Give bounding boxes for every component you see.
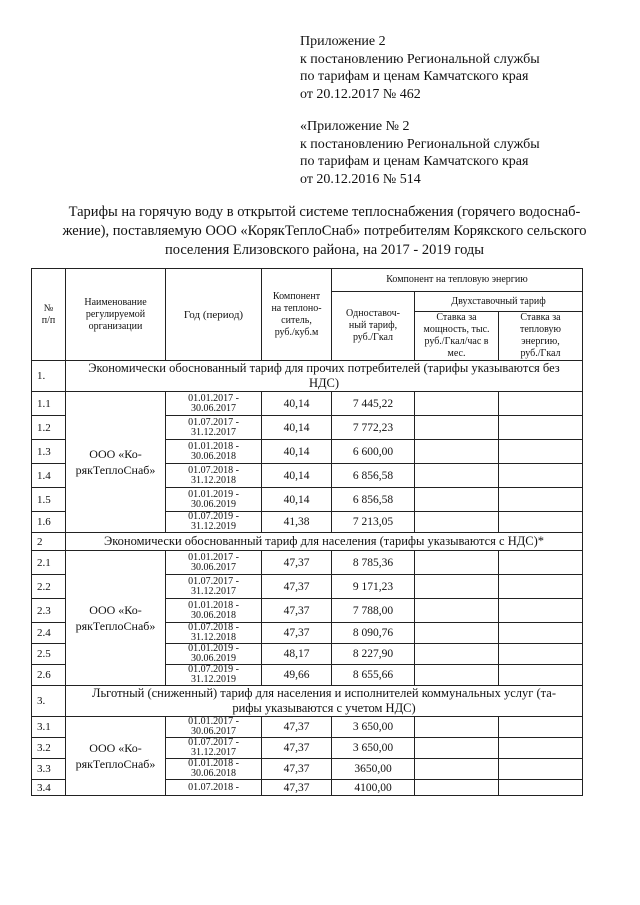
period-line: 30.06.2019 [191,653,236,664]
org-name-line: ООО «Ко- [89,603,142,617]
period [166,623,262,644]
capacity-rate-cell [415,416,499,440]
header-two-part: Двухставочный тариф [415,292,583,312]
energy-rate-cell [499,738,583,759]
capacity-rate-cell [415,575,499,599]
capacity-rate-cell [415,551,499,575]
period-line: 01.01.2017 - [188,716,239,727]
section-title [66,533,583,551]
capacity-rate-cell [415,464,499,488]
component-value: 41,38 [262,512,332,533]
section-num: 3. [32,686,66,717]
capacity-rate-cell [415,665,499,686]
section-title [66,686,583,717]
capacity-rate-cell [415,759,499,780]
header-component: Компонент на теплоно- ситель, руб./куб.м [262,269,332,361]
section-title-line: НДС) [308,376,340,390]
appendix-prev-line: к постановлению Региональной службы [300,136,540,152]
period [166,644,262,665]
capacity-rate-cell [415,440,499,464]
section-title-line: рифы указываются с учетом НДС) [232,701,416,715]
tariff-value: 7 213,05 [332,512,415,533]
capacity-rate-cell [415,488,499,512]
energy-rate-cell [499,392,583,416]
org-name-line: рякТеплоСнаб» [75,619,156,633]
document-title [42,203,607,260]
appendix-prev-line: от 20.12.2016 № 514 [300,171,421,187]
period-line: 01.07.2018 - [188,622,239,633]
row-num: 1.3 [32,440,66,464]
period-line: 30.06.2019 [191,498,236,510]
period [166,512,262,533]
header-org: Наименование регулируемой организации [66,269,166,361]
period-line: 01.01.2018 - [188,440,239,452]
energy-rate-cell [499,512,583,533]
energy-rate-cell [499,623,583,644]
capacity-rate-cell [415,717,499,738]
period-line: 30.06.2017 [191,402,236,414]
appendix-line: к постановлению Региональной службы [300,51,540,67]
energy-rate-cell [499,488,583,512]
component-value: 47,37 [262,623,332,644]
energy-rate-cell [499,599,583,623]
row-num: 1.4 [32,464,66,488]
row-num: 1.1 [32,392,66,416]
energy-rate-cell [499,665,583,686]
title-line: поселения Елизовского района, на 2017 - 2019 годы [164,242,485,258]
table-row [32,551,583,575]
period-line: 31.12.2018 [191,632,236,643]
row-num: 2.3 [32,599,66,623]
capacity-rate-cell [415,512,499,533]
period-line: 01.07.2019 - [188,511,239,522]
header-year: Год (период) [166,269,262,361]
energy-rate-cell [499,644,583,665]
energy-rate-cell [499,440,583,464]
row-num: 2.4 [32,623,66,644]
period-line: 01.07.2018 - [188,781,239,793]
section-title-line: Экономически обоснованный тариф для населения (тарифы указываются с НДС)* [103,534,545,548]
period [166,665,262,686]
appendix-prev-line: «Приложение № 2 [300,119,410,134]
period-line: 31.12.2017 [191,426,236,438]
row-num: 3.3 [32,759,66,780]
period-line: 01.01.2017 - [188,551,239,563]
period [166,759,262,780]
component-value: 47,37 [262,759,332,780]
appendix-line: от 20.12.2017 № 462 [300,86,421,102]
header-thermal-group: Компонент на тепловую энергию [332,269,583,292]
org-name-line: ООО «Ко- [89,741,142,755]
capacity-rate-cell [415,623,499,644]
period-line: 31.12.2017 [191,585,236,597]
component-value: 40,14 [262,488,332,512]
tariff-value: 8 785,36 [332,551,415,575]
tariff-value: 8 090,76 [332,623,415,644]
period-line: 30.06.2018 [191,609,236,621]
capacity-rate-cell [415,392,499,416]
energy-rate-cell [499,464,583,488]
section-title-line: Льготный (сниженный) тариф для населения и исполнителей коммунальных услуг (та- [92,686,556,700]
period-line: 30.06.2017 [191,561,236,573]
title-line: Тарифы на горячую воду в открытой системе теплоснабжения (горячего водоснаб- [68,204,581,220]
period [166,780,262,796]
capacity-rate-cell [415,738,499,759]
period-line: 30.06.2017 [191,726,236,737]
period [166,416,262,440]
period-line: 01.01.2019 - [188,643,239,654]
period-line: 31.12.2018 [191,474,236,486]
header-energy-rate: Ставка за тепловую энергию, руб./Гкал [499,312,583,361]
period-line: 01.07.2019 - [188,664,239,675]
period [166,551,262,575]
section-title [66,361,583,392]
appendix-line: по тарифам и ценам Камчатского края [300,69,529,84]
tariff-value: 3 650,00 [332,717,415,738]
title-line: жение), поставляемую ООО «КорякТеплоСнаб» потребителям Корякского сельского [62,223,587,239]
period-line: 01.01.2018 - [188,599,239,611]
component-value: 47,37 [262,599,332,623]
period [166,717,262,738]
section-row [32,686,583,717]
row-num: 3.2 [32,738,66,759]
section-row [32,533,583,551]
energy-rate-cell [499,551,583,575]
org-name [66,717,166,796]
component-value: 47,37 [262,575,332,599]
period [166,738,262,759]
period-line: 31.12.2019 [191,521,236,532]
org-name-line: ООО «Ко- [89,447,142,461]
row-num: 3.4 [32,780,66,796]
period [166,575,262,599]
section-num: 2 [32,533,66,551]
org-name-line: рякТеплоСнаб» [75,757,156,771]
row-num: 2.6 [32,665,66,686]
component-value: 47,37 [262,780,332,796]
tariff-value: 6 856,58 [332,488,415,512]
org-name [66,551,166,686]
energy-rate-cell [499,717,583,738]
section-title-line: Экономически обоснованный тариф для прочих потребителей (тарифы указываются без [88,361,560,375]
tariff-value: 7 445,22 [332,392,415,416]
component-value: 48,17 [262,644,332,665]
row-num: 1.5 [32,488,66,512]
period [166,464,262,488]
section-num: 1. [32,361,66,392]
tariff-value: 4100,00 [332,780,415,796]
tariff-value: 8 227,90 [332,644,415,665]
row-num: 2.5 [32,644,66,665]
component-value: 40,14 [262,392,332,416]
period-line: 01.01.2017 - [188,392,239,404]
tariff-value: 9 171,23 [332,575,415,599]
capacity-rate-cell [415,644,499,665]
tariff-value: 7 772,23 [332,416,415,440]
component-value: 40,14 [262,416,332,440]
period [166,599,262,623]
period-line: 31.12.2017 [191,747,236,758]
appendix-block [300,33,540,103]
appendix-prev-line: по тарифам и ценам Камчатского края [300,154,529,169]
period-line: 01.07.2017 - [188,737,239,748]
period [166,392,262,416]
period-line: 31.12.2019 [191,674,236,685]
component-value: 40,14 [262,464,332,488]
org-name-line: рякТеплоСнаб» [75,463,156,477]
energy-rate-cell [499,780,583,796]
component-value: 49,66 [262,665,332,686]
header-capacity-rate: Ставка за мощность, тыс. руб./Гкал/час в мес. [415,312,499,361]
period [166,488,262,512]
appendix-line: Приложение 2 [300,34,386,49]
period-line: 01.01.2018 - [188,758,239,769]
component-value: 47,37 [262,717,332,738]
header-num: № п/п [32,269,66,361]
period-line: 30.06.2018 [191,450,236,462]
row-num: 1.2 [32,416,66,440]
row-num: 3.1 [32,717,66,738]
tariff-value: 8 655,66 [332,665,415,686]
section-row [32,361,583,392]
row-num: 2.1 [32,551,66,575]
capacity-rate-cell [415,780,499,796]
energy-rate-cell [499,759,583,780]
period-line: 01.07.2017 - [188,575,239,587]
period-line: 01.07.2018 - [188,464,239,476]
period [166,440,262,464]
tariff-value: 6 600,00 [332,440,415,464]
tariff-value: 3 650,00 [332,738,415,759]
period-line: 30.06.2018 [191,768,236,779]
period-line: 01.01.2019 - [188,488,239,500]
org-name [66,392,166,533]
energy-rate-cell [499,575,583,599]
appendix-prev-block [300,118,540,188]
row-num: 1.6 [32,512,66,533]
capacity-rate-cell [415,599,499,623]
row-num: 2.2 [32,575,66,599]
tariff-value: 6 856,58 [332,464,415,488]
tariff-value: 3650,00 [332,759,415,780]
table-row [32,392,583,416]
header-one-part: Одноставоч- ный тариф, руб./Гкал [332,292,415,361]
tariff-table [31,268,583,796]
period-line: 01.07.2017 - [188,416,239,428]
tariff-value: 7 788,00 [332,599,415,623]
component-value: 47,37 [262,738,332,759]
energy-rate-cell [499,416,583,440]
table-row [32,717,583,738]
component-value: 47,37 [262,551,332,575]
component-value: 40,14 [262,440,332,464]
